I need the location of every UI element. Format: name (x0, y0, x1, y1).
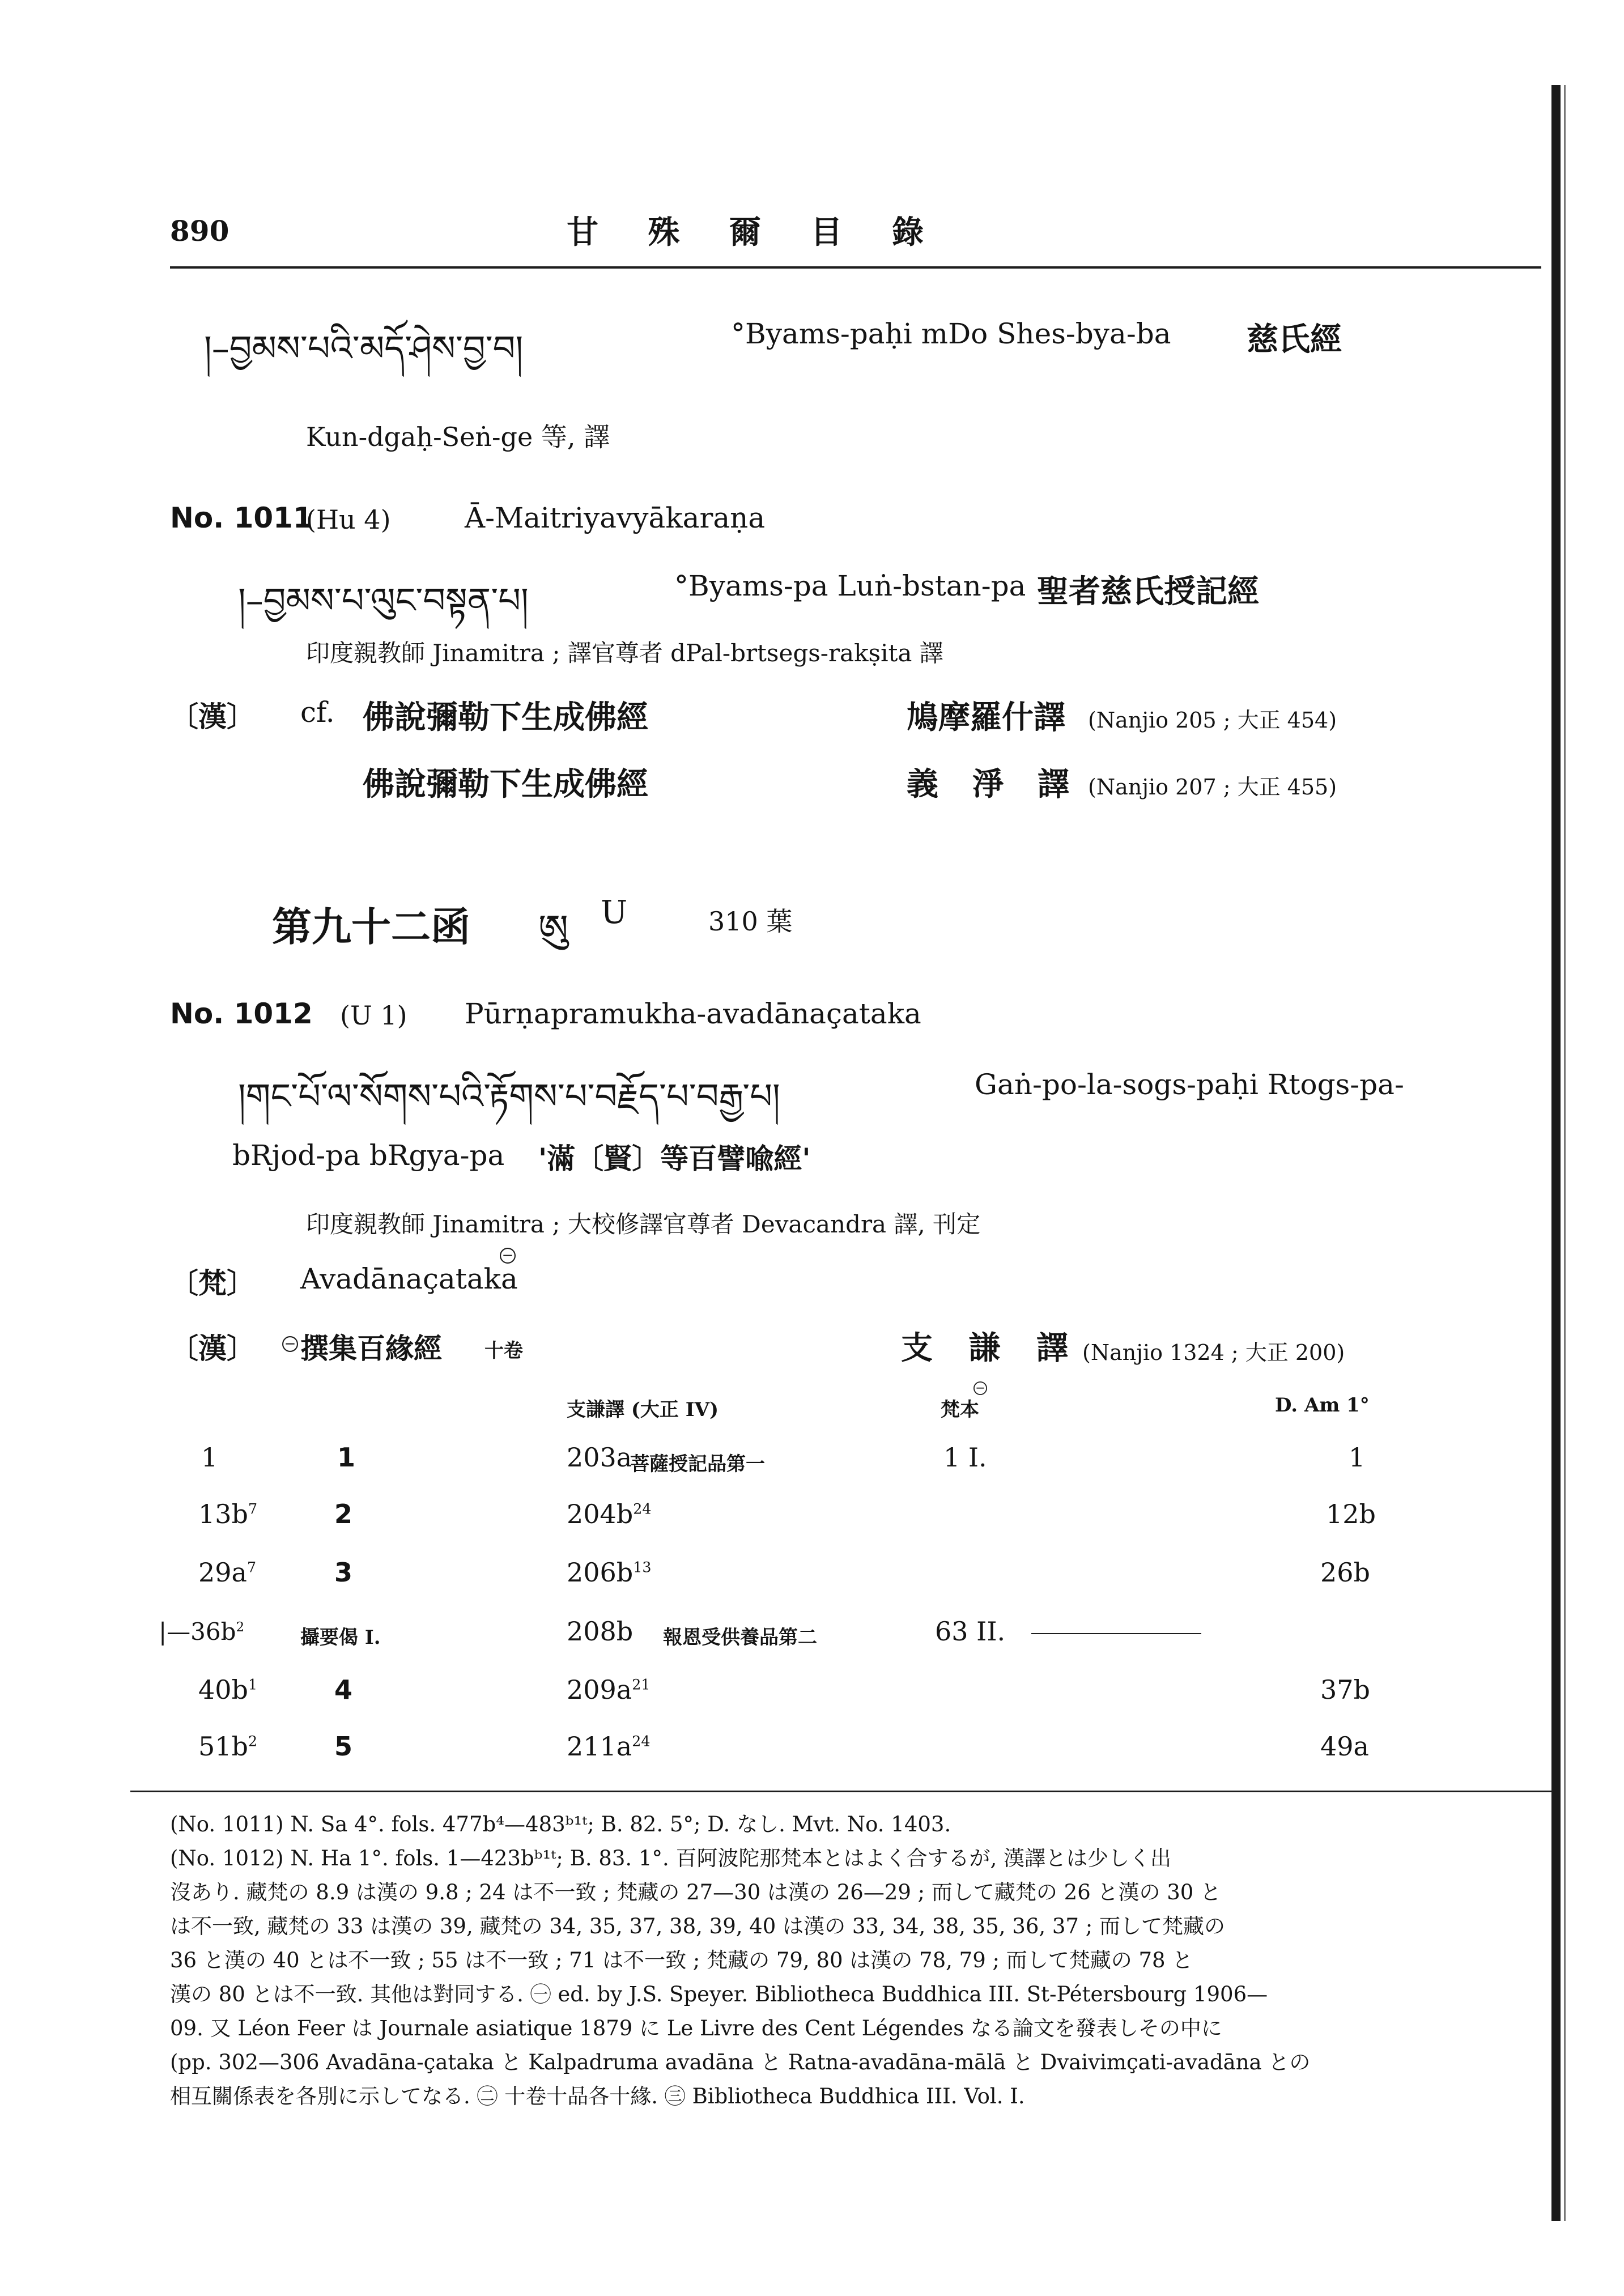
skt-label-1012: 〔梵〕 (170, 1266, 255, 1300)
footnote-line-9: 相互關係表を各別に示してなる. ㊁ 十卷十品各十緣. ㊂ Bibliotheca Buddhica III. Vol. I. (170, 2084, 1025, 2108)
table-cell-tib-sup-4: 2 (236, 1620, 245, 1635)
footnote-marker-1-icon (500, 1248, 516, 1264)
table-cell-tib-5: 40b (198, 1674, 248, 1705)
volume-1012: (U 1) (340, 1000, 407, 1031)
entry-number-1011: No. 1011 (170, 501, 313, 534)
section-title: 第九十二函 (272, 903, 470, 950)
translator-1012: 印度親教師 Jinamitra ; 大校修譯官尊者 Devacandra 譯, 刊定 (306, 1210, 981, 1238)
table-cell-no-6: 5 (334, 1731, 353, 1762)
han-ref-1012: (Nanjio 1324 ; 大正 200) (1082, 1340, 1345, 1365)
header-rule (170, 266, 1541, 269)
page-number: 890 (170, 214, 229, 248)
cf-marker: cf. (300, 696, 335, 729)
footnote-line-1: (No. 1011) N. Sa 4°. fols. 477b⁴—483ᵇ¹ᵗ; B. 82. 5°; D. なし. Mvt. No. 1403. (170, 1812, 951, 1836)
tibetan-title-1012: །གང་པོ་ལ་སོགས་པའི་རྟོགས་པ་བརྗོད་པ་བརྒྱ་པ། (238, 1075, 780, 1117)
parallel-title-2: 佛說彌勒下生成佛經 (363, 766, 648, 803)
footnote-marker-3-icon (973, 1381, 987, 1395)
chinese-title-1011: 聖者慈氏授記經 (1037, 573, 1259, 610)
table-cell-avd-2: 12b (1326, 1499, 1376, 1529)
table-cell-chi-2: 204b (567, 1499, 634, 1529)
tibetan-title-1010: །–བྱམས་པའི་མདོ་ཤེས་བྱ་བ། (204, 328, 524, 369)
parallel-translator-1: 鳩摩羅什譯 (907, 699, 1065, 736)
footnote-rule (130, 1791, 1553, 1792)
table-cell-avd-6: 49a (1320, 1731, 1369, 1762)
book-spine-shadow (1564, 85, 1566, 2221)
sanskrit-title-1011: Ā-Maitriyavyākaraṇa (465, 501, 766, 534)
romanized-title-1010: °Byams-paḥi mDo Shes-bya-ba (731, 317, 1171, 350)
table-cell-tib-sup-5: 1 (248, 1676, 258, 1693)
han-label-1011: 〔漢〕 (170, 700, 255, 733)
parallel-title-1: 佛說彌勒下生成佛經 (363, 699, 648, 736)
table-cell-chi-1: 203a (567, 1442, 632, 1473)
section-tibetan-letter: ཨུ (538, 907, 568, 950)
table-cell-no-2: 2 (334, 1499, 353, 1529)
table-header-avadana: D. Am 1° (1275, 1394, 1370, 1417)
table-cell-chi-sup-5: 21 (632, 1676, 651, 1693)
table-cell-avd-5: 37b (1320, 1674, 1370, 1705)
table-continuation-dash (1031, 1633, 1201, 1634)
table-cell-no-3: 3 (334, 1557, 353, 1588)
table-cell-skt-1: 1 I. (943, 1442, 987, 1473)
table-cell-no-5: 4 (334, 1674, 353, 1705)
book-spine-edge (1551, 85, 1561, 2221)
section-leaves: 310 葉 (708, 906, 793, 937)
han-volumes-1012: 十卷 (484, 1340, 523, 1362)
table-cell-tib-4: |—36b (159, 1618, 236, 1646)
footnotes-block (170, 1808, 1553, 2114)
table-cell-avd-3: 26b (1320, 1557, 1370, 1588)
han-title-1012: 撰集百緣經 (300, 1332, 442, 1365)
han-label-1012: 〔漢〕 (170, 1332, 255, 1365)
tibetan-title-1011: །–བྱམས་པ་ལུང་བསྟན་པ། (238, 580, 529, 621)
table-cell-tib-sup-3: 7 (246, 1559, 257, 1576)
footnote-line-6: 漢の 80 とは不一致. 其他は對同する. ㊀ ed. by J.S. Speyer. Bibliotheca Buddhica III. St-Pétersbourg 1906— (170, 1982, 1268, 2006)
volume-1011: (Hu 4) (306, 504, 391, 535)
footnote-line-8: (pp. 302—306 Avadāna-çataka と Kalpadruma avadāna と Ratna-avadāna-mālā と Dvaivimçati-avadāna との (170, 2050, 1311, 2074)
table-cell-tib-note-4: 攝要偈 I. (300, 1626, 381, 1649)
table-cell-tib-6: 51b (198, 1731, 248, 1762)
table-cell-tib-2: 13b (198, 1499, 248, 1529)
table-cell-tib-1: 1 (201, 1442, 218, 1473)
section-latin-letter: U (601, 894, 628, 931)
footnote-line-7: 09. 又 Léon Feer は Journale asiatique 1879 に Le Livre des Cent Légendes なる論文を發表しその中に (170, 2016, 1222, 2040)
table-cell-chi-note-1: 菩薩授記品第一 (630, 1453, 765, 1476)
footnote-line-2: (No. 1012) N. Ha 1°. fols. 1—423bᵇ¹ᵗ; B. 83. 1°. 百阿波陀那梵本とはよく合するが, 漢譯とは少しく出 (170, 1846, 1172, 1870)
parallel-ref-2: (Nanjio 207 ; 大正 455) (1088, 775, 1337, 800)
table-header-sanskrit: 梵本 (941, 1398, 979, 1421)
running-title: 甘 殊 爾 目 錄 (567, 214, 943, 251)
romanized-title-1011: °Byams-pa Luṅ-bstan-pa (674, 569, 1026, 602)
parallel-translator-2: 義 淨 譯 (907, 766, 1081, 803)
table-cell-tib-sup-2: 7 (248, 1500, 258, 1517)
table-cell-tib-sup-6: 2 (248, 1733, 258, 1750)
table-cell-chi-3: 206b (567, 1557, 634, 1588)
translator-1010: Kun-dgaḥ-Seṅ-ge 等, 譯 (306, 422, 610, 452)
table-cell-no-1: 1 (337, 1442, 356, 1473)
table-cell-chi-5: 209a (567, 1674, 632, 1705)
sanskrit-title-1012: Pūrṇapramukha-avadānaçataka (465, 997, 921, 1030)
footnote-marker-2-icon (282, 1336, 298, 1352)
han-translator-1012: 支 謙 譯 (901, 1329, 1081, 1367)
translator-1011: 印度親教師 Jinamitra ; 譯官尊者 dPal-brtsegs-rakṣita 譯 (306, 639, 943, 667)
romanized-title-1012-line1: Gaṅ-po-la-sogs-paḥi Rtogs-pa- (975, 1068, 1404, 1101)
table-cell-avd-1: 1 (1349, 1442, 1366, 1473)
parallel-ref-1: (Nanjio 205 ; 大正 454) (1088, 708, 1337, 733)
table-header-chinese: 支謙譯 (大正 IV) (567, 1398, 719, 1421)
table-cell-chi-note-4: 報恩受供養品第二 (663, 1626, 817, 1649)
romanized-title-1012-line2: bRjod-pa bRgya-pa (232, 1139, 505, 1172)
entry-number-1012: No. 1012 (170, 997, 313, 1030)
table-cell-tib-3: 29a (198, 1557, 247, 1588)
skt-title-1012: Avadānaçataka (300, 1262, 518, 1295)
table-cell-chi-sup-3: 13 (633, 1559, 652, 1576)
table-cell-skt-4: 63 II. (935, 1616, 1006, 1647)
footnote-line-4: は不一致, 藏梵の 33 は漢の 39, 藏梵の 34, 35, 37, 38, 39, 40 は漢の 33, 34, 38, 35, 36, 37 ; 而して梵藏の (170, 1914, 1225, 1938)
table-cell-chi-sup-2: 24 (633, 1500, 652, 1517)
chinese-title-1012: '滿〔賢〕等百譬喩經' (538, 1142, 811, 1175)
table-cell-chi-4: 208b (567, 1616, 634, 1647)
table-cell-chi-sup-6: 24 (632, 1733, 651, 1750)
footnote-line-3: 沒あり. 藏梵の 8.9 は漢の 9.8 ; 24 は不一致 ; 梵藏の 27—30 は漢の 26—29 ; 而して藏梵の 26 と漢の 30 と (170, 1880, 1222, 1904)
footnote-line-5: 36 と漢の 40 とは不一致 ; 55 は不一致 ; 71 は不一致 ; 梵藏の 79, 80 は漢の 78, 79 ; 而して梵藏の 78 と (170, 1948, 1193, 1972)
table-cell-chi-6: 211a (567, 1731, 632, 1762)
chinese-title-1010: 慈氏經 (1247, 321, 1342, 358)
